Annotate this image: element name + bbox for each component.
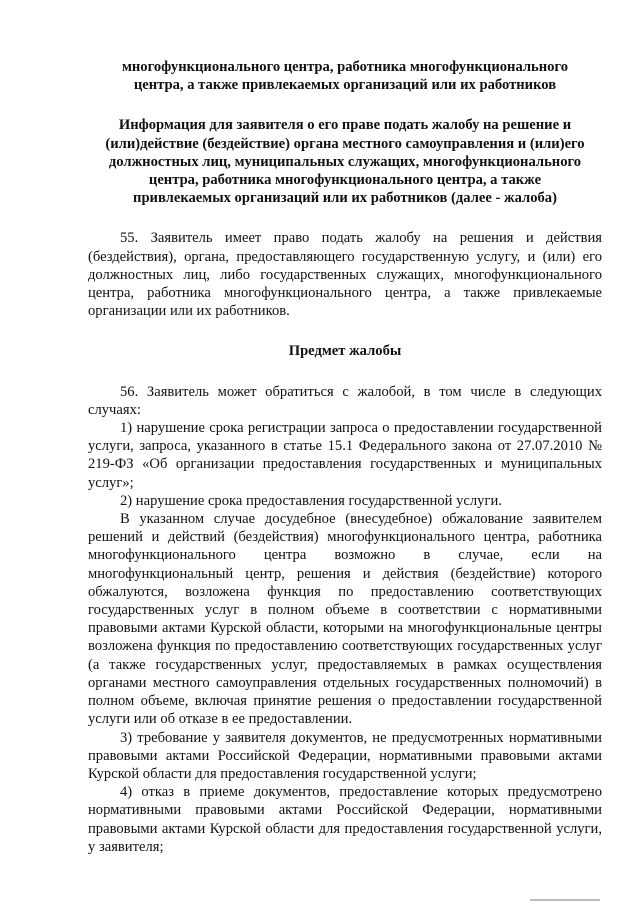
heading-continuation — [88, 58, 602, 94]
complaint-info-heading-line-2: (или)действие (бездействие) органа местного самоуправления и (или)его — [105, 135, 585, 152]
list-item-4: 4) отказ в приеме документов, предоставление которых предусмотрено нормативными правовыми актами Российской Федерации, нормативными правовыми актами Курской области для предоставления государственной услуги, у заявителя; — [88, 784, 602, 855]
complaint-info-heading-line-4: центра, работника многофункционального центра, а также — [148, 172, 542, 189]
list-item-2: 2) нарушение срока предоставления государственной услуги. — [120, 492, 502, 509]
scan-edge-mark — [530, 899, 600, 901]
complaint-info-heading-line-1: Информация для заявителя о его праве подать жалобу на решение и — [118, 117, 572, 134]
subject-heading: Предмет жалобы — [288, 343, 402, 360]
list-item-3: 3) требование у заявителя документов, не предусмотренных нормативными правовыми актами Российской Федерации, нормативными правовыми актами Курской области для предоставления государственной услуги; — [88, 729, 602, 782]
heading-continuation-line-1: многофункционального центра, работника многофункционального — [121, 59, 569, 75]
paragraph-56: 56. Заявитель может обратиться с жалобой, в том числе в следующих случаях: — [88, 383, 602, 418]
heading-continuation-line-2: центра, а также привлекаемых организаций или их работников — [133, 77, 557, 94]
list-item-1: 1) нарушение срока регистрации запроса о предоставлении государственной услуги, запроса, указанного в статье 15.1 Федерального закона от 27.07.2010 № 219-ФЗ «Об организации предоставления государственных и муниципальных услуг»; — [88, 420, 602, 491]
complaint-info-heading-line-3: должностных лиц, муниципальных служащих, многофункционального — [108, 153, 582, 170]
complaint-info-heading-line-5: привлекаемых организаций или их работников (далее - жалоба) — [133, 190, 557, 207]
list-item-2-note: В указанном случае досудебное (внесудебное) обжалование заявителем решений и действий (бездействия) многофункционального центра, работника многофункционального центра возможно в случае, если на многофункциональный центр, решения и действия (бездействие) которого обжалуются, возложена функция по предоставлению соответствующих государственных услуг в полном объеме в соответствии с нормативными правовыми актами Курской области, которыми на многофункциональные центры возложена функция по предоставлению соответствующих государственных услуг (а также государственных услуг, предоставляемых в рамках осуществления органами местного самоуправления отдельных государственных полномочий) в полном объеме, включая принятие решения о предоставлении государственной услуги или об отказе в ее предоставлении. — [88, 511, 602, 728]
paragraph-55: 55. Заявитель имеет право подать жалобу на решения и действия (бездействия), органа, предоставляющего государственную услугу, и (или) его должностных лиц, либо государственных служащих, многофункционального центра, работника многофункционального центра, а также привлекаемые организации или их работников. — [88, 230, 602, 320]
complaint-info-heading — [88, 116, 602, 207]
document-body — [88, 58, 602, 856]
